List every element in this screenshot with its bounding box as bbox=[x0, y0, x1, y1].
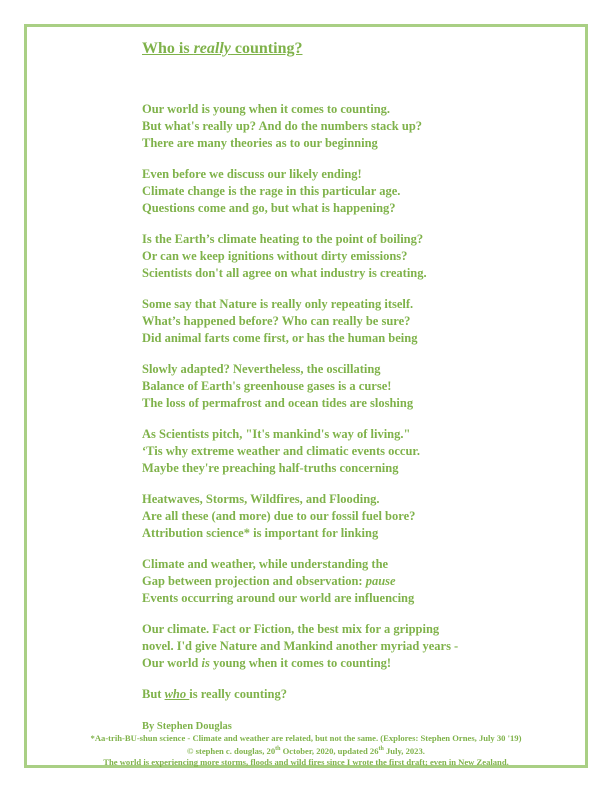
closing-line: But who is really counting? bbox=[142, 687, 287, 701]
stanza-1 bbox=[142, 101, 458, 152]
poem-line: Scientists don't all agree on what industry is creating. bbox=[142, 266, 427, 280]
poem-line: Climate change is the rage in this particular age. bbox=[142, 184, 401, 198]
poem-line: Slowly adapted? Nevertheless, the oscillating bbox=[142, 362, 381, 376]
poem-line: Our climate. Fact or Fiction, the best mix for a gripping bbox=[142, 622, 440, 636]
poem-line: The loss of permafrost and ocean tides are sloshing bbox=[142, 396, 414, 410]
stanza-7 bbox=[142, 491, 458, 542]
poem-line: Even before we discuss our likely ending! bbox=[142, 167, 362, 181]
poem-title: Who is really counting? bbox=[142, 40, 303, 57]
poem-line: As Scientists pitch, "It's mankind's way of living." bbox=[142, 427, 411, 441]
stanza-6 bbox=[142, 426, 458, 477]
poem-line: Or can we keep ignitions without dirty emissions? bbox=[142, 249, 408, 263]
poem-line: What’s happened before? Who can really be sure? bbox=[142, 314, 411, 328]
stanza-5 bbox=[142, 361, 458, 412]
poem-line: There are many theories as to our beginning bbox=[142, 136, 378, 150]
poem-line: Our world is young when it comes to counting! bbox=[142, 656, 392, 670]
poem-line: ‘Tis why extreme weather and climatic events occur. bbox=[142, 444, 420, 458]
poem-line: Is the Earth’s climate heating to the point of boiling? bbox=[142, 232, 424, 246]
poem-line: Some say that Nature is really only repeating itself. bbox=[142, 297, 414, 311]
poem-line: Gap between projection and observation: pause bbox=[142, 574, 396, 588]
poem-line: Did animal farts come first, or has the human being bbox=[142, 331, 418, 345]
poem-line: Events occurring around our world are influencing bbox=[142, 591, 415, 605]
poem-line: novel. I'd give Nature and Mankind another myriad years - bbox=[142, 639, 459, 653]
stanza-2 bbox=[142, 166, 458, 217]
stanza-3 bbox=[142, 231, 458, 282]
poem-line: Heatwaves, Storms, Wildfires, and Flooding. bbox=[142, 492, 380, 506]
poem-line: Attribution science* is important for linking bbox=[142, 526, 379, 540]
footer-notes bbox=[30, 733, 582, 768]
poem-line: Our world is young when it comes to counting. bbox=[142, 102, 391, 116]
footer-remark: The world is experiencing more storms, floods and wild fires since I wrote the first draft; even in New Zealand. bbox=[103, 756, 509, 767]
author-byline: By Stephen Douglas bbox=[142, 721, 232, 732]
poem-line: Maybe they're preaching half-truths concerning bbox=[142, 461, 399, 475]
copyright-line: © stephen c. douglas, 20th October, 2020, updated 26th July, 2023. bbox=[187, 745, 425, 756]
poem-line: Climate and weather, while understanding the bbox=[142, 557, 389, 571]
footnote: *Aa-trih-BU-shun science - Climate and weather are related, but not the same. (Explores: Stephen Ornes, July 30 '19) bbox=[90, 733, 522, 743]
poem-body bbox=[142, 101, 458, 734]
stanza-9 bbox=[142, 621, 458, 672]
poem-line: Questions come and go, but what is happening? bbox=[142, 201, 396, 215]
poem-line: Are all these (and more) due to our fossil fuel bore? bbox=[142, 509, 416, 523]
stanza-8 bbox=[142, 556, 458, 607]
poem-line: Balance of Earth's greenhouse gases is a curse! bbox=[142, 379, 392, 393]
stanza-4 bbox=[142, 296, 458, 347]
poem-line: But what's really up? And do the numbers stack up? bbox=[142, 119, 423, 133]
